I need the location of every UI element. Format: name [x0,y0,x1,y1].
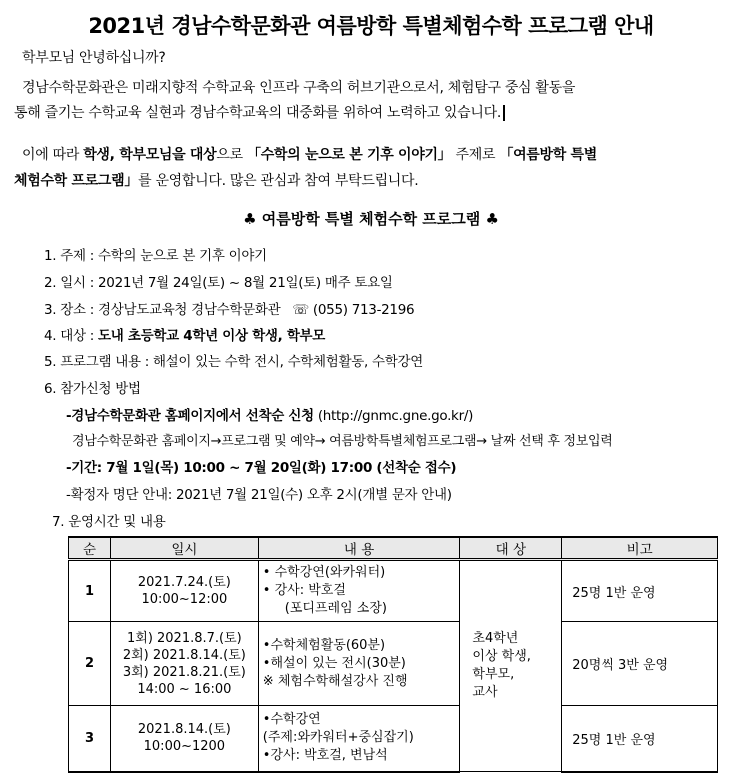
content-line: •수학강연 [262,712,321,728]
target-line: 이상 학생, [472,649,531,664]
content-line: ※ 체험수학해설강사 진행 [262,673,408,689]
row-no: 2 [69,622,111,706]
header-target: 대 상 [460,537,562,560]
content-line: •해설이 있는 전시(30분) [262,655,406,671]
date-line: 2021.8.14.(토) [137,722,231,738]
date-line: 14:00 ~ 16:00 [137,681,232,697]
item-target [44,324,325,344]
content-line: •강사: 박호걸, 변남석 [262,748,388,764]
notice-part-5: 주제로 [451,147,500,163]
notice-part-8: 를 운영합니다. 많은 관심과 참여 부탁드립니다. [138,173,419,189]
row-content [258,560,460,622]
row-note: 25명 1반 운영 [562,560,718,622]
intro-line-1: 경남수학문화관은 미래지향적 수학교육 인프라 구축의 허브기관으로서, 체험탐구 중심 활동을 [22,80,576,96]
notice-part-1: 이에 따라 [22,147,84,163]
apply-url[interactable]: (http://gnmc.gne.go.kr/) [313,408,474,424]
header-datetime: 일시 [110,537,258,560]
date-line: 3회) 2021.8.21.(토) [122,664,246,680]
apply-period: -기간: 7월 1일(목) 10:00 ~ 7월 20일(화) 17:00 (선착순 접수) [66,460,457,476]
row-no: 1 [69,560,111,622]
table-header-row [69,537,718,560]
schedule-table [68,536,718,773]
row-target [460,560,562,772]
item-schedule: 2. 일시 : 2021년 7월 24일(토) ~ 8월 21일(토) 매주 토요일 [44,275,393,291]
date-line: 2회) 2021.8.14.(토) [122,647,246,663]
section-title: ♣ 여름방학 특별 체험수학 프로그램 ♣ [243,210,499,228]
intro-line-2-text: 통해 즐기는 수학교육 실현과 경남수학교육의 대중화를 위하여 노력하고 있습니다. [14,105,501,121]
item-location-text: 3. 장소 : 경상남도교육청 경남수학문화관 [44,302,281,318]
table-row [69,622,718,706]
item-target-value: 도내 초등학교 4학년 이상 학생, 학부모 [98,328,326,344]
apply-path: 경남수학문화관 홈페이지→프로그램 및 예약→ 여름방학특별체험프로그램→ 날짜 선택 후 정보입력 [72,434,613,449]
row-note: 20명씩 3반 운영 [562,622,718,706]
header-note: 비고 [562,537,718,560]
row-dates [110,622,258,706]
header-no: 순 [69,537,111,560]
date-line: 1회) 2021.8.7.(토) [126,630,242,646]
table-row [69,560,718,622]
row-content [258,706,460,772]
content-line: •수학체험활동(60분) [262,637,386,653]
content-line: • 수학강연(와카워터) [262,565,386,580]
notice-part-3: 으로 [216,147,247,163]
page-title: 2021년 경남수학문화관 여름방학 특별체험수학 프로그램 안내 [88,14,654,38]
item-location [44,298,414,318]
header-content: 내 용 [258,537,460,560]
greeting: 학부모님 안녕하십니까? [22,50,166,66]
notice-line-1 [22,143,597,167]
row-dates [110,706,258,772]
row-dates [110,560,258,622]
notice-line-2 [14,169,418,193]
notice-theme: 「수학의 눈으로 본 기후 이야기」 [247,147,452,163]
table-row [69,706,718,772]
row-content [258,622,460,706]
intro-line-2 [14,101,509,125]
date-line: 2021.7.24.(토) [137,575,231,590]
item-topic: 1. 주제 : 수학의 눈으로 본 기후 이야기 [44,248,267,264]
date-line: 10:00~12:00 [141,592,228,607]
item-operation: 7. 운영시간 및 내용 [52,514,166,530]
notice-program-2: 체험수학 프로그램」 [14,173,139,189]
apply-confirmation: -확정자 명단 안내: 2021년 7월 21일(수) 오후 2시(개별 문자 안내) [66,487,452,503]
content-line: (주제:와카워터+중심잡기) [262,730,414,746]
phone-number: ☏ (055) 713-2196 [292,302,415,318]
apply-website-bold: -경남수학문화관 홈페이지에서 선착순 신청 [66,408,314,424]
target-line: 초4학년 [472,631,519,646]
target-line: 학부모, [472,667,515,682]
item-apply: 6. 참가신청 방법 [44,381,141,397]
date-line: 10:00~1200 [143,739,226,755]
row-note: 25명 1반 운영 [562,706,718,772]
item-content: 5. 프로그램 내용 : 해설이 있는 수학 전시, 수학체험활동, 수학강연 [44,354,423,370]
notice-program-1: 「여름방학 특별 [499,147,597,163]
row-no: 3 [69,706,111,772]
apply-website [66,404,473,424]
item-target-label: 4. 대상 : [44,328,98,344]
target-line: 교사 [472,685,498,700]
content-line: (포디프레임 소장) [284,601,387,616]
content-line: • 강사: 박호걸 [262,583,346,598]
notice-target: 학생, 학부모님을 대상 [83,147,217,163]
